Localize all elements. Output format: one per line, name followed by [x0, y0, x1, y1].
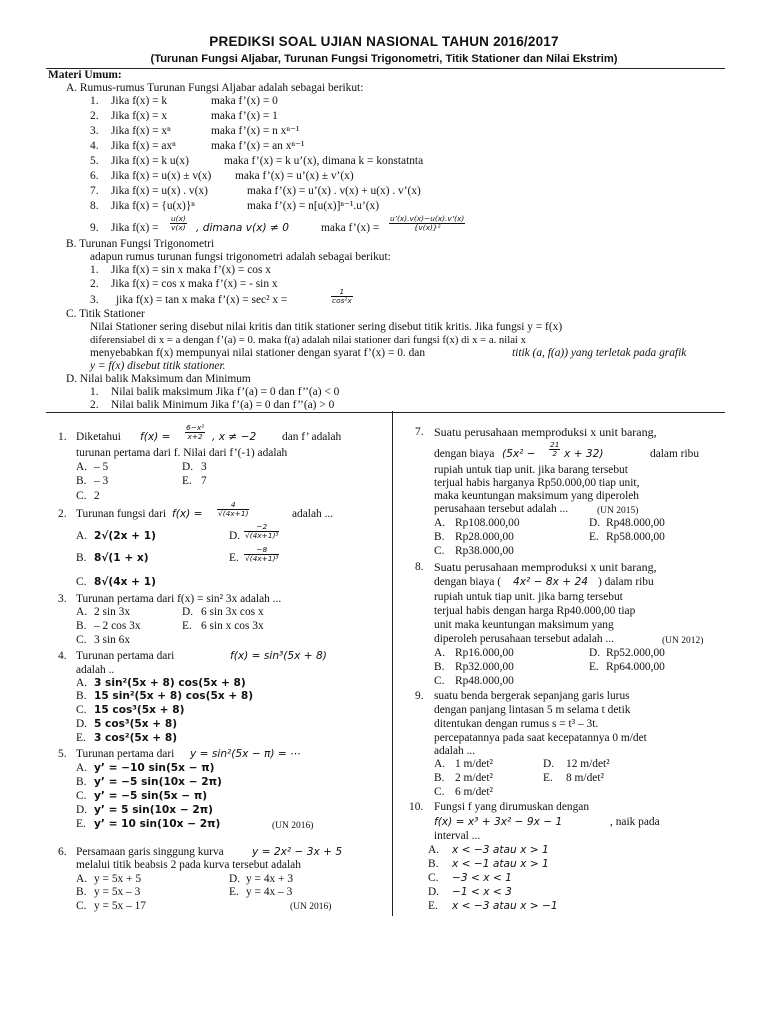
quotient-rule-fraction — [389, 215, 465, 232]
trig-rule: Jika f(x) = sin x maka f’(x) = cos x — [111, 264, 271, 276]
answer-option-d[interactable]: 12 m/det² — [566, 758, 610, 770]
answer-option-e[interactable]: x < −3 atau x > −1 — [452, 900, 558, 912]
section-a-title: A. Rumus-rumus Turunan Fungsi Aljabar adalah sebagai berikut: — [66, 82, 364, 94]
paragraph-line: Nilai Stationer sering disebut nilai kritis dan titik stationer sering disebut titik kritis. Jika fungsi y = f(x) — [90, 321, 563, 333]
question-text: Turunan pertama dari — [76, 650, 175, 662]
function-expression: y = 2x² − 3x + 5 — [252, 846, 343, 858]
answer-option-c[interactable]: 8√(4x + 1) — [94, 576, 156, 588]
question-text: ditentukan dengan rumus s = t³ – 3t. — [434, 718, 599, 730]
option-label: C. — [434, 545, 445, 557]
cost-expression: x + 32) — [564, 448, 604, 460]
option-label: E. — [589, 661, 599, 673]
question-number: 10. — [409, 801, 424, 813]
question-text: dengan biaya ( — [434, 576, 502, 588]
answer-option-d[interactable]: Rp52.000,00 — [606, 647, 665, 659]
option-label: B. — [76, 776, 87, 788]
question-source: (UN 2015) — [597, 506, 639, 516]
option-label: A. — [434, 647, 446, 659]
section-d-title: D. Nilai balik Maksimum dan Minimum — [66, 373, 251, 385]
sec-fraction — [331, 288, 353, 305]
answer-option-c[interactable]: 2 — [94, 490, 100, 502]
answer-option-e[interactable]: Rp64.000,00 — [606, 661, 665, 673]
question-text: adalah ... — [292, 508, 334, 520]
option-label: A. — [76, 762, 88, 774]
question-text: diperoleh perusahaan tersebut adalah ... — [434, 633, 614, 645]
rule-number: 7. — [90, 185, 99, 197]
option-label: B. — [76, 690, 87, 702]
rule-then: maka f’(x) = u’(x) . v(x) + u(x) . v’(x) — [247, 185, 421, 197]
fraction-numerator: u’(x).v(x)−u(x).v’(x) — [390, 214, 465, 223]
rule-number: 3. — [90, 294, 99, 306]
question-text: percepatannya pada saat kecepatannya 0 m/det — [434, 732, 647, 744]
answer-option-c[interactable]: 15 cos³(5x + 8) — [94, 704, 185, 716]
question-number: 6. — [58, 846, 67, 858]
fraction-numerator: 1 — [331, 288, 353, 297]
function-fraction — [217, 501, 249, 518]
option-label: B. — [428, 858, 439, 870]
question-text: , naik pada — [610, 816, 660, 828]
rule-if: Jika f(x) = k u(x) — [111, 155, 189, 167]
answer-option-b[interactable]: 15 sin²(5x + 8) cos(5x + 8) — [94, 690, 254, 702]
question-text: Fungsi f yang dirumuskan dengan — [434, 801, 590, 813]
question-number: 8. — [415, 561, 424, 573]
answer-option-b[interactable]: y = 5x – 3 — [94, 886, 141, 898]
question-text: terjual habis dengan harga Rp40.000,00 tiap — [434, 605, 636, 617]
question-text: adalah .. — [76, 664, 115, 676]
question-number: 5. — [58, 748, 67, 760]
rule-number: 1. — [90, 264, 99, 276]
option-label: C. — [76, 576, 87, 588]
option-label: E. — [229, 886, 239, 898]
answer-option-c[interactable]: Rp38.000,00 — [455, 545, 514, 557]
section-b-intro: adapun rumus turunan fungsi trigonometri adalah sebagai berikut: — [90, 251, 391, 263]
question-text: suatu benda bergerak sepanjang garis lurus — [434, 690, 630, 702]
question-number: 3. — [58, 593, 67, 605]
option-label: E. — [229, 552, 239, 564]
rule-then: maka f’(x) = — [321, 222, 380, 234]
function-fraction — [185, 424, 205, 441]
rule-number: 2. — [90, 278, 99, 290]
question-text: perusahaan tersebut adalah ... — [434, 503, 569, 515]
question-text: interval ... — [434, 830, 481, 842]
rule-number: 6. — [90, 170, 99, 182]
rule-then: maka f’(x) = an xⁿ⁻¹ — [211, 140, 305, 152]
answer-option-c[interactable]: −3 < x < 1 — [452, 872, 512, 884]
fraction-numerator: 6−x² — [186, 423, 205, 432]
section-divider — [46, 412, 725, 413]
question-text: dalam ribu — [650, 448, 700, 460]
answer-option-b[interactable]: 8√(1 + x) — [94, 552, 149, 564]
cost-fraction — [549, 441, 560, 458]
option-label: D. — [229, 530, 241, 542]
question-text: Persamaan garis singgung kurva — [76, 846, 224, 858]
answer-option-b[interactable]: – 2 cos 3x — [94, 620, 141, 632]
answer-option-a[interactable]: 2√(2x + 1) — [94, 530, 156, 542]
question-text: dengan panjang lintasan 5 m selama t detik — [434, 704, 631, 716]
option-label: B. — [434, 661, 445, 673]
question-text: ) dalam ribu — [598, 576, 654, 588]
option-label: A. — [76, 873, 88, 885]
rule-then: maka f’(x) = 1 — [211, 110, 278, 122]
answer-option-a[interactable]: x < −3 atau x > 1 — [452, 844, 549, 856]
option-label: A. — [76, 606, 88, 618]
answer-option-b[interactable]: x < −1 atau x > 1 — [452, 858, 549, 870]
option-label: A. — [434, 758, 446, 770]
rule-number: 1. — [90, 95, 99, 107]
question-source: (UN 2016) — [290, 902, 332, 912]
page-subtitle: (Turunan Fungsi Aljabar, Turunan Fungsi Trigonometri, Titik Stationer dan Nilai Ekstrim) — [150, 53, 618, 65]
fraction-denominator: 2 — [552, 449, 558, 458]
question-text: maka keuntungan maksimum yang diperoleh — [434, 490, 639, 502]
answer-option-a[interactable]: Rp16.000,00 — [455, 647, 514, 659]
option-label: E. — [76, 818, 86, 830]
option-label: C. — [76, 634, 87, 646]
answer-option-b[interactable]: Rp28.000,00 — [455, 531, 514, 543]
answer-option-d[interactable]: Rp48.000,00 — [606, 517, 665, 529]
rule-number: 9. — [90, 222, 99, 234]
answer-option-d[interactable]: y = 4x + 3 — [246, 873, 294, 885]
rule-then: maka f’(x) = 0 — [211, 95, 278, 107]
option-label: D. — [76, 718, 88, 730]
option-label: D. — [543, 758, 555, 770]
question-text: turunan pertama dari f. Nilai dari f’(-1) adalah — [76, 447, 288, 459]
fraction-denominator: cos²x — [332, 296, 352, 305]
answer-option-e[interactable]: y = 4x – 3 — [246, 886, 293, 898]
option-label: B. — [434, 531, 445, 543]
rule-number: 1. — [90, 386, 99, 398]
answer-option-e[interactable]: 6 sin x cos 3x — [201, 620, 264, 632]
fraction-denominator: √(4x+1) — [218, 509, 249, 518]
option-label: B. — [76, 552, 87, 564]
question-number: 9. — [415, 690, 424, 702]
answer-option-a[interactable]: – 5 — [94, 461, 109, 473]
question-source: (UN 2016) — [272, 821, 314, 831]
option-label: C. — [76, 900, 87, 912]
question-text: rupiah untuk tiap unit. jika barang tersebut — [434, 464, 628, 476]
option-label: A. — [76, 677, 88, 689]
question-text: dan f’ adalah — [282, 431, 342, 443]
answer-option-d[interactable]: 5 cos³(5x + 8) — [94, 718, 178, 730]
question-text: adalah ... — [434, 745, 476, 757]
fraction-numerator: 4 — [217, 501, 249, 510]
answer-option-a[interactable]: y = 5x + 5 — [94, 873, 142, 885]
extremum-rule: Nilai balik Minimum Jika f’(a) = 0 dan f’’(a) > 0 — [111, 399, 335, 411]
question-number: 1. — [58, 431, 67, 443]
option-label: C. — [76, 790, 87, 802]
answer-option-a[interactable]: 2 sin 3x — [94, 606, 131, 618]
paragraph-line: titik (a, f(a)) yang terletak pada grafik — [512, 347, 687, 359]
question-text: Turunan pertama dari f(x) = sin² 3x adalah ... — [76, 593, 282, 605]
trig-rule: jika f(x) = tan x maka f’(x) = sec² x = — [116, 294, 288, 306]
rule-number: 4. — [90, 140, 99, 152]
answer-option-b[interactable]: – 3 — [94, 475, 109, 487]
question-text: Turunan pertama dari — [76, 748, 175, 760]
answer-option-a[interactable]: y’ = −10 sin(5x − π) — [94, 762, 215, 774]
trig-rule: Jika f(x) = cos x maka f’(x) = - sin x — [111, 278, 278, 290]
rule-if: Jika f(x) = u(x) ± v(x) — [111, 170, 212, 182]
section-c-title: C. Titik Stationer — [66, 308, 145, 320]
option-label: A. — [76, 530, 88, 542]
answer-option-a[interactable]: Rp108.000,00 — [455, 517, 520, 529]
option-label: C. — [428, 872, 439, 884]
question-number: 2. — [58, 508, 67, 520]
option-label: E. — [428, 900, 438, 912]
question-text: Turunan fungsi dari — [76, 508, 167, 520]
option-label: D. — [182, 606, 194, 618]
rule-then: maka f’(x) = u’(x) ± v’(x) — [235, 170, 354, 182]
question-number: 7. — [415, 426, 424, 438]
answer-option-b[interactable]: 2 m/det² — [455, 772, 493, 784]
answer-option-a[interactable]: 1 m/det² — [455, 758, 493, 770]
question-text: rupiah untuk tiap unit. jika barng tersebut — [434, 591, 623, 603]
domain-condition: , x ≠ −2 — [212, 431, 257, 443]
option-label: D. — [182, 461, 194, 473]
option-label: B. — [434, 772, 445, 784]
function-expression: y = sin²(5x − π) = ⋯ — [190, 748, 301, 760]
function-expression: f(x) = sin³(5x + 8) — [230, 650, 327, 662]
rule-if: Jika f(x) = — [111, 222, 159, 234]
extremum-rule: Nilai balik maksimum Jika f’(a) = 0 dan f’’(a) < 0 — [111, 386, 340, 398]
column-divider — [392, 411, 393, 916]
rule-number: 8. — [90, 200, 99, 212]
question-text: dengan biaya — [434, 448, 495, 460]
option-label: E. — [182, 475, 192, 487]
answer-option-d[interactable]: −1 < x < 3 — [452, 886, 512, 898]
answer-option-d[interactable]: 3 — [201, 461, 207, 473]
fraction-denominator: x+2 — [187, 432, 203, 441]
option-label: B. — [76, 620, 87, 632]
cost-expression: 4x² − 8x + 24 — [513, 576, 588, 588]
rule-if: Jika f(x) = k — [111, 95, 168, 107]
rule-then: maka f’(x) = n xⁿ⁻¹ — [211, 125, 300, 137]
fraction-denominator: √(4x+1)³ — [245, 531, 279, 540]
answer-option-c[interactable]: 6 m/det² — [455, 786, 493, 798]
option-label: D. — [229, 873, 241, 885]
paragraph-line: y = f(x) disebut titik stationer. — [90, 360, 226, 372]
option-label: D. — [428, 886, 440, 898]
rule-if: Jika f(x) = xⁿ — [111, 125, 171, 137]
answer-option-e[interactable]: y’ = 10 sin(10x − 2π) — [94, 818, 221, 830]
function-expression: f(x) = — [140, 431, 171, 443]
rule-number: 3. — [90, 125, 99, 137]
option-label: C. — [76, 704, 87, 716]
rule-then: maka f’(x) = k u’(x), dimana k = konstatnta — [224, 155, 424, 167]
question-text: Suatu perusahaan memproduksi x unit barang, — [434, 425, 657, 439]
option-label: D. — [76, 804, 88, 816]
answer-option-b[interactable]: Rp32.000,00 — [455, 661, 514, 673]
quotient-fraction — [170, 215, 187, 232]
rule-number: 5. — [90, 155, 99, 167]
answer-option-e[interactable]: 8 m/det² — [566, 772, 604, 784]
cost-expression: (5x² − — [502, 448, 536, 460]
question-text: unit maka keuntungan maksimum yang — [434, 619, 614, 631]
rule-then: maka f’(x) = n[u(x)]ⁿ⁻¹.u’(x) — [247, 200, 380, 212]
option-label: C. — [434, 786, 445, 798]
answer-option-b[interactable]: y’ = −5 sin(10x − 2π) — [94, 776, 222, 788]
option-label: A. — [428, 844, 440, 856]
header-divider — [46, 68, 725, 69]
answer-option-d[interactable] — [244, 523, 279, 540]
rule-number: 2. — [90, 110, 99, 122]
fraction-numerator: −2 — [244, 523, 279, 532]
fraction-numerator: 21 — [550, 440, 560, 449]
paragraph-line: diferensiabel di x = a dengan f’(a) = 0. maka f(a) adalah nilai stationer dari fungsi f(x) di x = a. nilai x — [90, 334, 526, 346]
answer-option-c[interactable]: Rp48.000,00 — [455, 675, 514, 687]
question-text: Suatu perusahaan memproduksi x unit barang, — [434, 560, 657, 574]
question-source: (UN 2012) — [662, 636, 704, 646]
question-number: 4. — [58, 650, 67, 662]
answer-option-e[interactable] — [244, 546, 279, 563]
option-label: C. — [434, 675, 445, 687]
option-label: D. — [589, 517, 601, 529]
option-label: B. — [76, 475, 87, 487]
option-label: B. — [76, 886, 87, 898]
question-text: terjual habis harganya Rp50.000,00 tiap unit, — [434, 477, 640, 489]
answer-option-c[interactable]: y = 5x – 17 — [94, 900, 146, 912]
option-label: A. — [434, 517, 446, 529]
option-label: A. — [76, 461, 88, 473]
function-expression: f(x) = x³ + 3x² − 9x − 1 — [434, 816, 563, 828]
rule-condition: , dimana v(x) ≠ 0 — [196, 222, 289, 234]
answer-option-c[interactable]: 3 sin 6x — [94, 634, 131, 646]
option-label: E. — [543, 772, 553, 784]
answer-option-d[interactable]: 6 sin 3x cos x — [201, 606, 264, 618]
paragraph-line: menyebabkan f(x) mempunyai nilai stationer dengan syarat f’(x) = 0. dan — [90, 347, 426, 359]
materi-heading: Materi Umum: — [48, 69, 122, 81]
rule-if: Jika f(x) = x — [111, 110, 168, 122]
fraction-numerator: −8 — [244, 546, 279, 555]
question-text: melalui titik beabsis 2 pada kurva tersebut adalah — [76, 859, 301, 871]
question-text: Diketahui — [76, 431, 121, 443]
option-label: C. — [76, 490, 87, 502]
answer-option-d[interactable]: y’ = 5 sin(10x − 2π) — [94, 804, 213, 816]
answer-option-e[interactable]: 7 — [201, 475, 207, 487]
rule-number: 2. — [90, 399, 99, 411]
option-label: E. — [182, 620, 192, 632]
answer-option-e[interactable]: Rp58.000,00 — [606, 531, 665, 543]
answer-option-e[interactable]: 3 cos²(5x + 8) — [94, 732, 178, 744]
page-title: PREDIKSI SOAL UJIAN NASIONAL TAHUN 2016/2017 — [209, 34, 559, 49]
fraction-numerator: u(x) — [171, 214, 186, 223]
rule-if: Jika f(x) = u(x) . v(x) — [111, 185, 208, 197]
rule-if: Jika f(x) = axⁿ — [111, 140, 176, 152]
answer-option-a[interactable]: 3 sin²(5x + 8) cos(5x + 8) — [94, 677, 246, 689]
option-label: D. — [589, 647, 601, 659]
fraction-denominator: √(4x+1)³ — [245, 554, 279, 563]
fraction-denominator: {v(x)}² — [413, 223, 441, 232]
fraction-denominator: v(x) — [171, 223, 186, 232]
option-label: E. — [76, 732, 86, 744]
option-label: E. — [589, 531, 599, 543]
answer-option-c[interactable]: y’ = −5 sin(5x − π) — [94, 790, 208, 802]
function-expression: f(x) = — [172, 508, 203, 520]
rule-if: Jika f(x) = {u(x)}ⁿ — [111, 200, 195, 212]
section-b-title: B. Turunan Fungsi Trigonometri — [66, 238, 215, 250]
